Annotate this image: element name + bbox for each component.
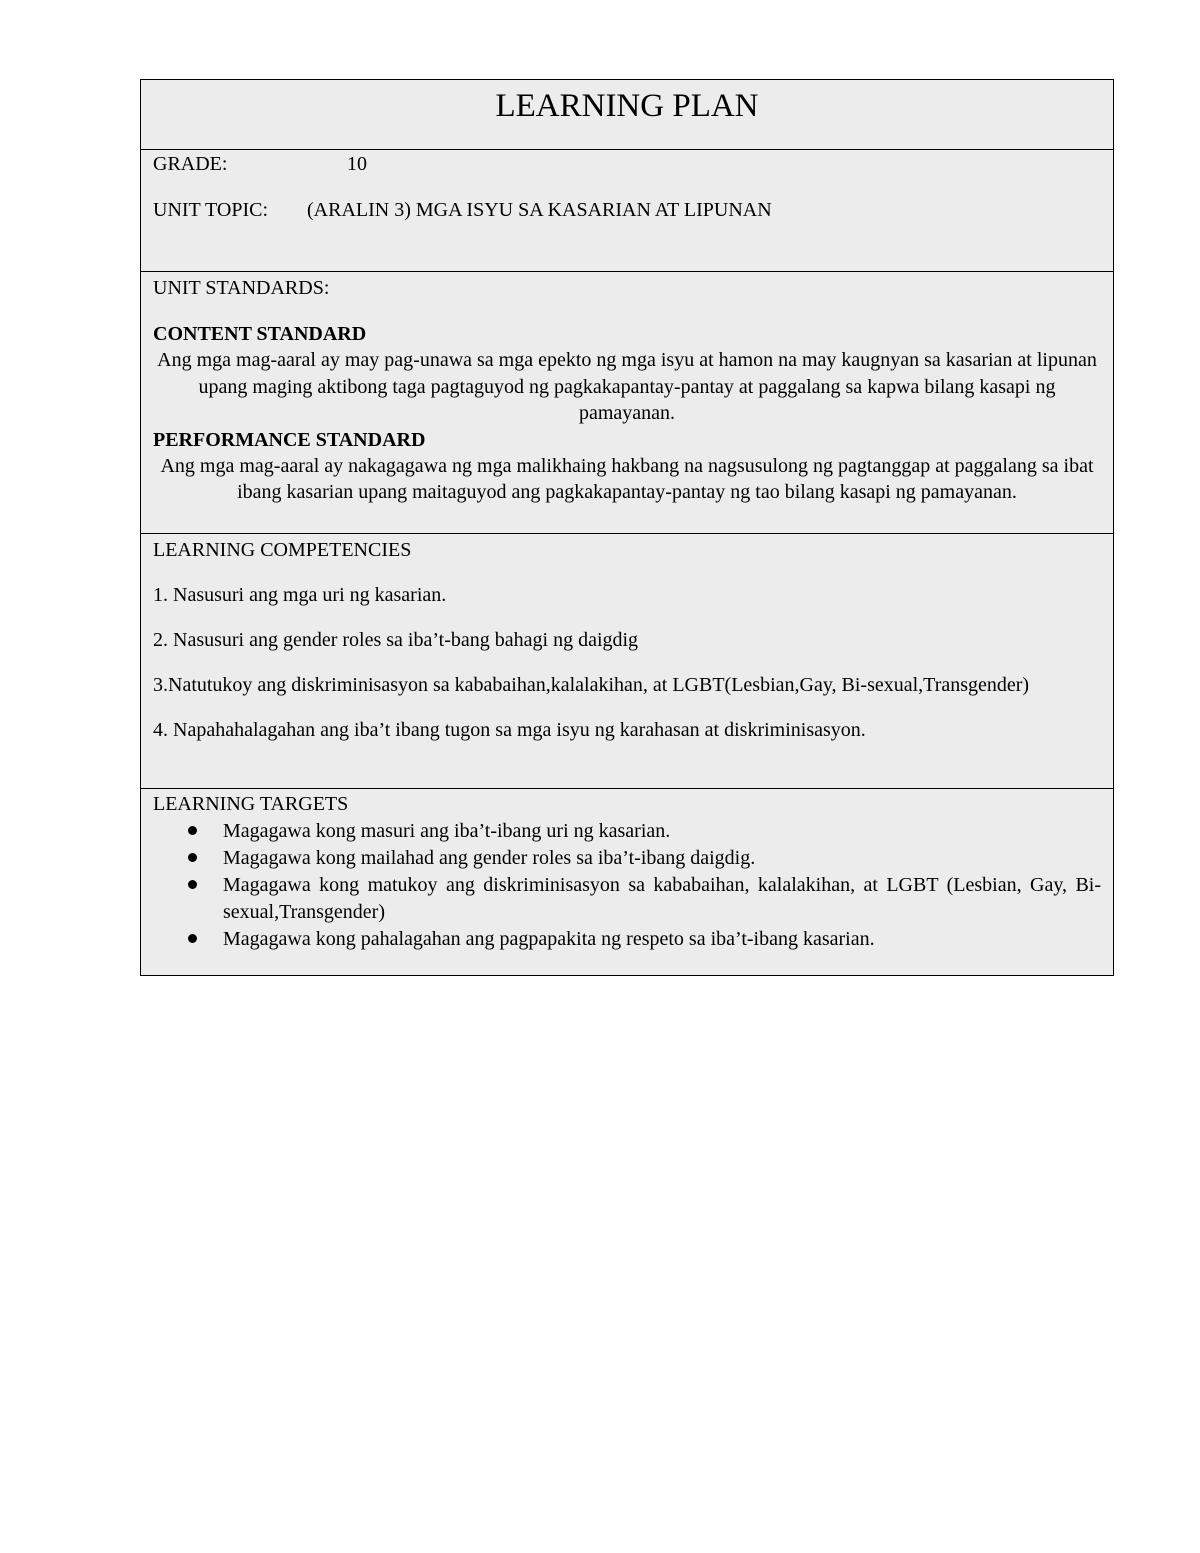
learning-targets-label: LEARNING TARGETS xyxy=(153,793,349,815)
learning-competencies-row xyxy=(141,533,1113,788)
competency-item: 4. Napahahalagahan ang iba’t ibang tugon sa mga isyu ng karahasan at diskriminisasyon. xyxy=(153,719,866,741)
grade-topic-row xyxy=(141,149,1113,271)
list-item xyxy=(153,926,1101,953)
performance-standard-heading: PERFORMANCE STANDARD xyxy=(153,428,426,451)
unit-topic-line xyxy=(153,197,1101,223)
unit-topic-label: UNIT TOPIC: xyxy=(153,199,269,221)
target-text: Magagawa kong mailahad ang gender roles sa iba’t-ibang daigdig. xyxy=(223,847,756,869)
unit-standards-label: UNIT STANDARDS: xyxy=(153,277,330,299)
bullet-icon xyxy=(188,826,197,835)
performance-standard-text: Ang mga mag-aaral ay nakagagawa ng mga malikhaing hakbang na nagsusulong ng pagtanggap at paggalang sa ibat ibang kasarian upang maitaguyod ang pagkakapantay-pantay ng tao bilang kasapi ng pamayanan. xyxy=(160,454,1094,503)
grade-value: 10 xyxy=(347,153,367,175)
list-item xyxy=(153,845,1101,872)
unit-topic-value: (ARALIN 3) MGA ISYU SA KASARIAN AT LIPUNAN xyxy=(307,199,772,221)
bullet-icon xyxy=(188,853,197,862)
competency-item: 2. Nasusuri ang gender roles sa iba’t-bang bahagi ng daigdig xyxy=(153,629,639,651)
learning-targets-list xyxy=(153,818,1101,953)
list-item xyxy=(153,818,1101,845)
target-text: Magagawa kong pahalagahan ang pagpapakita ng respeto sa iba’t-ibang kasarian. xyxy=(223,928,875,950)
page-title: LEARNING PLAN xyxy=(495,88,759,124)
target-text: Magagawa kong matukoy ang diskriminisasyon sa kababaihan, kalalakihan, at LGBT (Lesbian, Gay, Bi-sexual,Transgender) xyxy=(223,874,1101,923)
content-standard-heading: CONTENT STANDARD xyxy=(153,323,367,345)
learning-plan-table xyxy=(140,79,1114,976)
learning-competencies-label: LEARNING COMPETENCIES xyxy=(153,539,412,561)
content-standard-text: Ang mga mag-aaral ay may pag-unawa sa mga epekto ng mga isyu at hamon na may kaugnyan sa kasarian at lipunan upang maging aktibong taga pagtaguyod ng pagkakapantay-pantay at paggalang sa kapwa bilang kasapi ng pamayanan. xyxy=(157,349,1097,424)
unit-standards-row xyxy=(141,271,1113,533)
bullet-icon xyxy=(188,934,197,943)
list-item xyxy=(153,872,1101,926)
bullet-icon xyxy=(188,880,197,889)
target-text: Magagawa kong masuri ang iba’t-ibang uri ng kasarian. xyxy=(223,820,671,842)
learning-targets-row xyxy=(141,788,1113,975)
grade-line xyxy=(153,151,1101,177)
competency-item: 1. Nasusuri ang mga uri ng kasarian. xyxy=(153,584,447,606)
grade-label: GRADE: xyxy=(153,153,228,175)
competency-item: 3.Natutukoy ang diskriminisasyon sa kababaihan,kalalakihan, at LGBT(Lesbian,Gay, Bi-sexual,Transgender) xyxy=(153,674,1030,696)
title-row xyxy=(141,80,1113,149)
